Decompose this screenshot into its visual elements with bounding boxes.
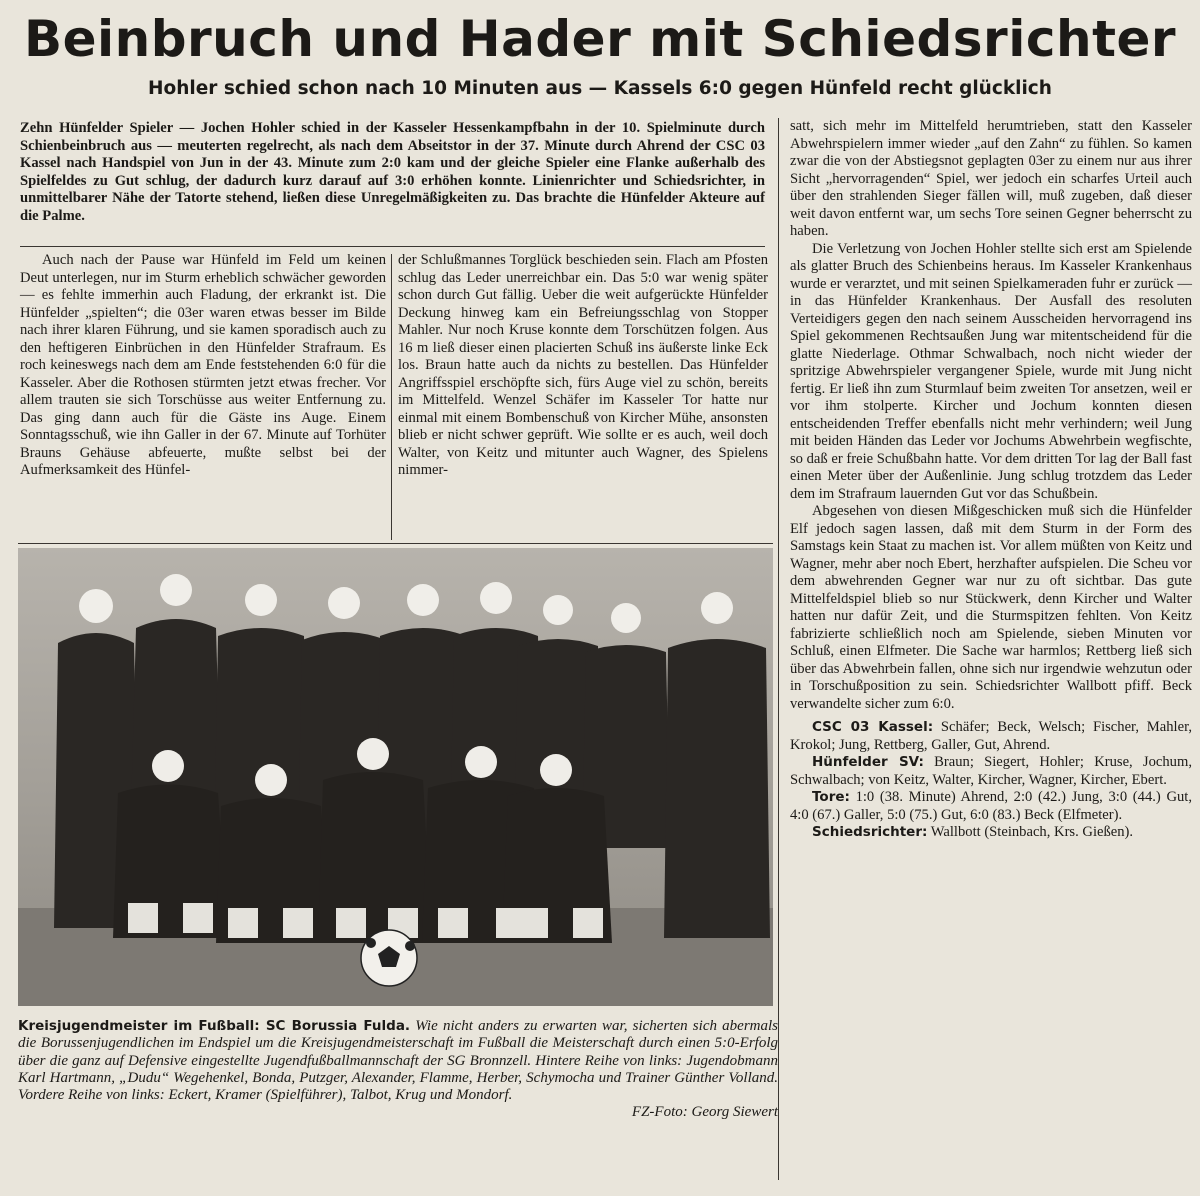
headline: Beinbruch und Hader mit Schiedsrichter [23,10,1177,68]
body-column-1 [20,252,386,480]
football-icon [361,930,417,986]
lineup-text: Wallbott (Steinbach, Krs. Gießen). [930,824,1134,840]
body-paragraph: Abgesehen von diesen Mißgeschicken muß sich die Hünfelder Elf jedoch sagen lassen, daß mit dem Sturm in der Form des Samstags kein Staat zu machen ist. Vor allem müßten von Keitz und Wagner, mehr aber noch Ebert, herzhafter aufspielen. Die Scheu vor dem abwehrenden Gegner war nur zu oft sichtbar. Das gute Mittelfeldspiel blieb so nur Stückwerk, denn Kircher und Walter hatten nur dafür Zeit, und die Sturmspitzen fehlten. Von Keitz fabrizierte schließlich noch am Spielende, sieben Minuten vor Schluß, einen Elfmeter. Die Sache war harmlos; Rettberg ließ sich über das Abwehrbein fallen, ohne sich nur irgendwie wehzutun oder in Torschußposition zu sein. Schiedsrichter Wallbott pfiff. Beck verwandelte sicher zum 6:0. [790,503,1192,712]
lineup-text: Braun; Siegert, Hohler; Kruse, Jochum, Schwalbach; von Keitz, Walter, Kircher, Wagner, Kircher, Ebert. [790,754,1192,788]
lineup-label: CSC 03 Kassel: [812,719,934,735]
column-divider [391,254,392,540]
body-column-2 [398,252,768,480]
body-paragraph: der Schlußmannes Torglück beschieden sein. Flach am Pfosten schlug das Leder unerreichbar ein. Das 5:0 war wenig später schon durch Gut fällig. Ueber die weit aufgerückte Hünfelder Deckung hinweg kam ein Befreiungsschlag von Stopper Mahler. Nur noch Kruse konnte dem Torschützen folgen. Aus 16 m ließ dieser einen placierten Schuß ins äußerste linke Eck los. Braun hatte auch da nichts zu bestellen. Das Hünfelder Angriffsspiel erschöpfte sich, fürs Auge viel zu schön, bereits im Mittelfeld. Wenzel Schäfer im Kasseler Tor hatte nur einmal mit einem Bombenschuß von Kircher Mühe, ansonsten blieb er nicht schwer geprüft. Wie sollte er es auch, weil doch Walter, von Keitz und mitunter auch Wagner, des Spielens nimmer- [398,252,768,478]
lineup-text: 1:0 (38. Minute) Ahrend, 2:0 (42.) Jung, 3:0 (44.) Gut, 4:0 (67.) Galler, 5:0 (75.) Gut, 6:0 (83.) Beck (Elfmeter). [790,789,1192,823]
subheadline: Hohler schied schon nach 10 Minuten aus — Kassels 6:0 gegen Hünfeld recht glücklich [148,78,1052,99]
lineup-label: Tore: [812,789,850,805]
team-photo-image [18,548,773,1006]
lineup-line [790,754,1192,789]
lead-paragraph [20,120,765,226]
lineup-text: Schäfer; Beck, Welsch; Fischer, Mahler, Krokol; Jung, Rettberg, Galler, Gut, Ahrend. [790,719,1192,753]
body-paragraph: Auch nach der Pause war Hünfeld im Feld um keinen Deut unterlegen, nur im Sturm erheblich schwächer geworden — es fehlte immerhin auch Fladung, der erkrankt ist. Die Hünfelder „spielten“; die 03er waren etwas besser im Bilde nach ihrer klaren Führung, und sie kamen sporadisch auch zu den heftigeren Einbrüchen in den Hünfelder Strafraum. Es roch keineswegs nach dem am Ende feststehenden 6:0 für die Kasseler. Aber die Rothosen stürmten jetzt etwas frecher. Vor allem trauten sie sich Torschüsse aus weiter Entfernung zu. Das ging dann auch für die Gäste ins Auge. Einem Sonntagsschuß, wie ihn Galler in der 67. Minute auf Torhüter Brauns Gehäuse abfeuerte, mußte selbst bei der Aufmerksamkeit des Hünfel- [20,252,386,478]
lead-text: Zehn Hünfelder Spieler — Jochen Hohler schied in der Kasseler Hessenkampfbahn in der 10. Spielminute durch Schienbeinbruch aus — meuterten regelrecht, als nach dem Abseitstor in der 37. Minute durch Ahrend der CSC 03 Kassel nach Handspiel von Jun in der 43. Minute zum 2:0 kam und der gleiche Spieler eine Flanke außerhalb des Spielfeldes zu Gut schlug, der dadurch kurz darauf auf 3:0 erhöhen konnte. Linienrichter und Schiedsrichter, in unmittelbarer Nähe der Tatorte stehend, ließen diese Unregelmäßigkeiten zu. Das brachte die Hünfelder Akteure auf die Palme. [20,120,765,224]
photo-caption [18,1018,778,1122]
body-paragraph: satt, sich mehr im Mittelfeld herumtrieben, statt den Kasseler Abwehrspielern immer wieder „auf den Zahn“ zu fühlen. So kamen zwar die von der Abstiegsnot geplagten 03er zu einem nur aus ihrer Sicht „hervorragenden“ Spiel, wer jedoch ein scharfes Urteil auch über den strahlenden Sieger fällen will, muß zugeben, daß dieser weit davon entfernt war, um sechs Tore seinen Gegner beherrscht zu haben. [790,118,1192,239]
caption-body: Wie nicht anders zu erwarten war, sicherten sich abermals die Borussenjugendlichen im Endspiel um die Kreisjugendmeisterschaft im Fußball die Meisterschaft durch einen 5:0-Erfolg über die ganz auf Defensive eingestellte Jugendfußballmannschaft der SG Bronnzell. Hintere Reihe von links: Jugendobmann Karl Hartmann, „Dudu“ Wegehenkel, Bonda, Putzger, Alexander, Flamme, Herber, Schymocha und Trainer Günther Volland. Vordere Reihe von links: Eckert, Kramer (Spielführer), Talbot, Krug und Mondorf. [18,1018,778,1104]
lineup-label: Schiedsrichter: [812,824,928,840]
rule [18,543,773,544]
lineup-line [790,789,1192,824]
column-divider [778,118,779,1180]
rule [20,246,765,247]
body-column-3 [790,118,1192,842]
body-paragraph: Die Verletzung von Jochen Hohler stellte sich erst am Spielende als glatter Bruch des Schienbeins heraus. Im Kasseler Krankenhaus wurde er verarztet, und mit seinen Spielkameraden fuhr er zurück — in das Hünfelder Krankenhaus. Der Ausfall des resoluten Verteidigers gegen den nach seinem Ausscheiden hervorragend ins Spiel gekommenen Rechtsaußen Jung war mitentscheidend für die glatte Niederlage. Othmar Schwalbach, noch nicht wieder der spritzige Abwehrspieler vergangener Spiele, wurde mit Jung nicht fertig. Er ließ ihn zum Sturmlauf beim zweiten Tor ansetzen, weil er vor ihm stolperte. Kircher und Jochum konnten diesen entscheidenden Treffer ebenfalls nicht mehr verhindern; weil Jung mit beiden Händen das Leder vor Jochums Abwehrbein wegfischte, so daß er freie Schußbahn hatte. Vor dem dritten Tor lag der Ball fast einen Meter über der Außenlinie. Jung schlug trotzdem das Leder dem im Strafraum lauernden Gut vor das Schußbein. [790,240,1192,502]
lineup-line [790,719,1192,754]
lineups [790,719,1192,842]
lineup-line [790,824,1192,842]
caption-head: Kreisjugendmeister im Fußball: SC Borussia Fulda. [18,1018,411,1034]
photo-credit: FZ-Foto: Georg Siewert [631,1104,778,1121]
team-photo [18,548,773,1006]
lineup-label: Hünfelder SV: [812,754,924,770]
